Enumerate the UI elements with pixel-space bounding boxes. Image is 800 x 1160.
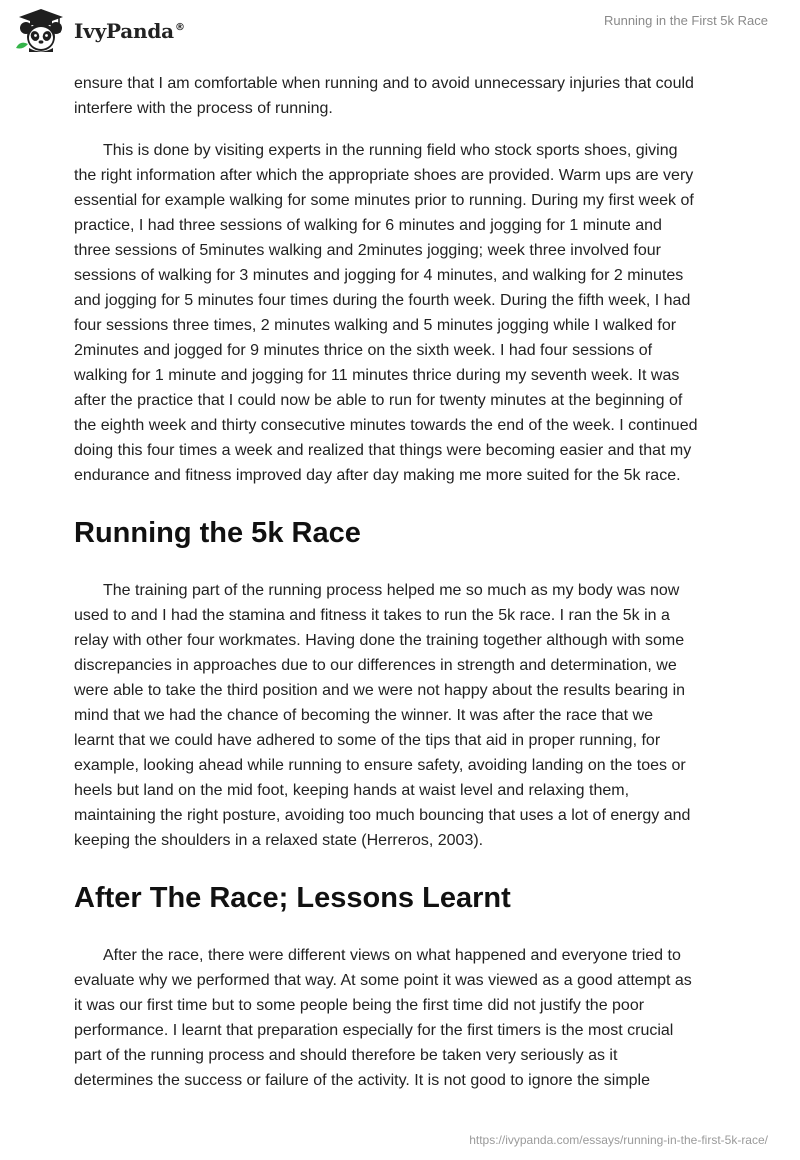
paragraph-running: The training part of the running process helped me so much as my body was now used to and I had the stamina and fitness it takes to run the 5k race. I ran the 5k in a relay with other four workmates. Having done the training together although with some discrepancies in approaches due to our differences in strength and determination, we were able to take the third position and we were not happy about the results bearing in mind that we had the chance of becoming the winner. It was after the race that we learnt that we could have adhered to some of the tips that aid in proper running, for example, looking ahead while running to ensure safety, avoiding landing on the toes or heels but land on the mid foot, keeping hands at waist level and relaxing them, maintaining the right posture, avoiding too much bouncing that uses a lot of energy and keeping the shoulders in a relaxed state (Herreros, 2003). [74,582,691,849]
document-title: Running in the First 5k Race [603,13,768,28]
registered-mark: ® [174,22,185,34]
section-heading-running: Running the 5k Race [74,517,361,549]
paragraph-intro: ensure that I am comfortable when running and to avoid unnecessary injuries that could interfere with the process of running. [74,75,694,117]
paragraph-after-race: After the race, there were different views on what happened and everyone tried to evaluate why we performed that way. At some point it was viewed as a good attempt as it was our first time but to some people being the first time did not justify the poor performance. I learnt that preparation especially for the first timers is the most crucial part of the running process and should therefore be taken very seriously as it determines the success or failure of the activity. It is not good to ignore the simple [74,947,692,1089]
section-heading-after-race: After The Race; Lessons Learnt [74,882,511,914]
page-header [0,0,800,60]
ivypanda-logo[interactable] [14,8,185,52]
logo-name: IvyPanda [74,19,174,43]
panda-graduate-icon [14,8,68,52]
paragraph-training: This is done by visiting experts in the running field who stock sports shoes, giving the right information after which the appropriate shoes are provided. Warm ups are very essential for example walking for some minutes prior to running. During my first week of practice, I had three sessions of walking for 6 minutes and jogging for 1 minute and three sessions of 5minutes walking and 2minutes jogging; week three involved four sessions of walking for 3 minutes and jogging for 4 minutes, and walking for 2 minutes and jogging for 5 minutes four times during the fourth week. During the fifth week, I had four sessions three times, 2 minutes walking and 5 minutes jogging while I walked for 2minutes and jogged for 9 minutes thrice on the sixth week. I had four sessions of walking for 1 minute and jogging for 11 minutes thrice during my seventh week. It was after the practice that I could now be able to run for twenty minutes at the beginning of the eighth week and thirty consecutive minutes towards the end of the week. I continued doing this four times a week and realized that things were becoming easier and that my endurance and fitness improved day after day making me more suited for the 5k race. [74,142,698,484]
logo-wordmark [74,19,185,43]
source-url[interactable]: https://ivypanda.com/essays/running-in-the-first-5k-race/ [469,1133,768,1147]
essay-body [74,71,734,1110]
